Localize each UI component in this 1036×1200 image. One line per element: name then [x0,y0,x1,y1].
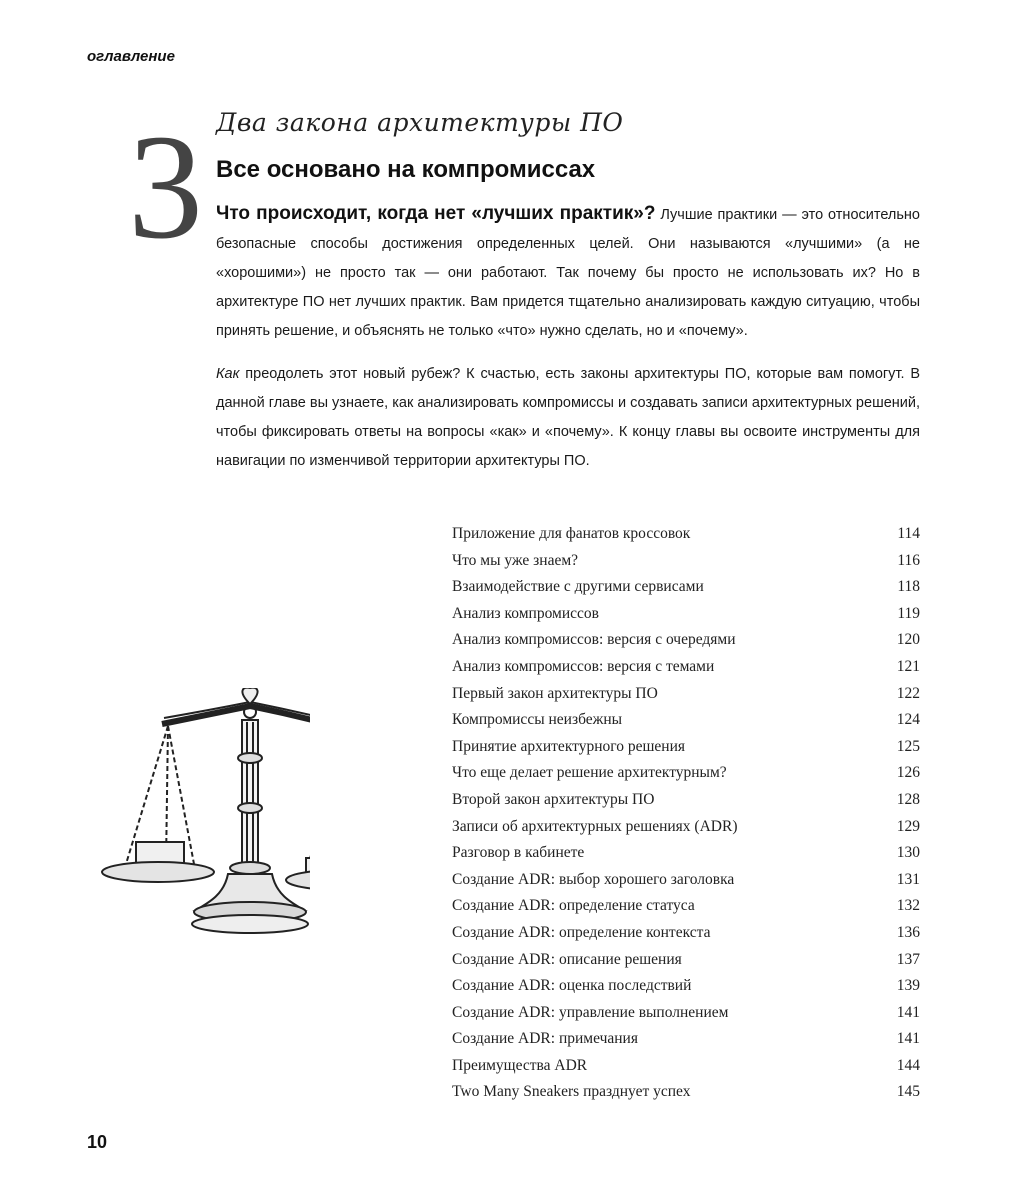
toc-entry-page: 145 [896,1083,920,1101]
page-number: 10 [87,1132,108,1152]
toc-entry-page: 120 [896,631,920,649]
toc-entry-page: 122 [896,684,920,702]
chapter-title: Все основано на компромиссах [216,156,596,183]
toc-entry-title: Создание ADR: определение статуса [452,897,695,915]
chapter-subtitle: Два закона архитектуры ПО [216,108,624,137]
toc-entry[interactable] [452,734,920,761]
toc-entry-title: Создание ADR: оценка последствий [452,977,692,995]
toc-entry-title: Что еще делает решение архитектурным? [452,764,727,782]
toc-entry[interactable] [452,920,920,947]
toc-entry-page: 136 [896,923,920,941]
toc-entry-title: Two Many Sneakers празднует успех [452,1083,691,1101]
toc-entry-page: 119 [897,604,920,622]
toc-entry-page: 132 [896,897,920,915]
toc-entry[interactable] [452,1026,920,1053]
toc-entry[interactable] [452,1000,920,1027]
lead-question: Что происходит, когда нет «лучших практик»? [216,203,656,224]
toc-entry[interactable] [452,1079,920,1106]
toc-entry[interactable] [452,947,920,974]
toc-entry-title: Создание ADR: управление выполнением [452,1003,729,1021]
toc-entry[interactable] [452,867,920,894]
table-of-contents [452,521,920,1106]
toc-entry[interactable] [452,681,920,708]
chapter-intro [216,199,920,476]
intro-paragraph-2 [216,360,920,476]
toc-entry-title: Взаимодействие с другими сервисами [452,578,704,596]
toc-entry-page: 144 [896,1056,920,1074]
toc-entry-title: Анализ компромиссов [452,604,599,622]
toc-entry-page: 137 [896,950,920,968]
toc-entry-title: Создание ADR: определение контекста [452,923,711,941]
toc-entry[interactable] [452,521,920,548]
intro-paragraph-2-text: преодолеть этот новый рубеж? К счастью, есть законы архитектуры ПО, которые вам помогут. В данной главе вы узнаете, как анализировать компромиссы и создавать записи архитектурных решений, чтобы фиксировать ответы на вопросы «как» и «почему». К концу главы вы освоите инструменты для навигации по изменчивой территории архитектуры ПО. [216,366,920,469]
toc-entry[interactable] [452,973,920,1000]
toc-entry[interactable] [452,574,920,601]
toc-entry[interactable] [452,893,920,920]
toc-entry[interactable] [452,627,920,654]
balance-scale-illustration [100,688,310,948]
toc-entry-page: 130 [896,844,920,862]
toc-entry[interactable] [452,760,920,787]
toc-entry-page: 139 [896,977,920,995]
intro-paragraph-1 [216,199,920,346]
toc-entry-title: Второй закон архитектуры ПО [452,790,655,808]
running-head: оглавление [87,48,175,65]
chapter-number: 3 [128,104,203,270]
toc-entry-page: 124 [896,711,920,729]
toc-entry-page: 114 [897,525,920,542]
toc-entry[interactable] [452,548,920,575]
intro-paragraph-1-text: Лучшие практики — это относительно безопасные способы достижения определенных целей. Они называются «лучшими» (а не «хорошими») не просто так — они работают. Так почему бы просто не использовать их? Но в архитектуре ПО нет лучших практик. Вам придется тщательно анализировать каждую ситуацию, чтобы принять решение, и объяснять не только «что» нужно сделать, но и «почему». [216,207,920,339]
toc-entry[interactable] [452,707,920,734]
toc-entry-title: Записи об архитектурных решениях (ADR) [452,817,738,835]
toc-entry[interactable] [452,601,920,628]
toc-entry-page: 121 [896,657,920,675]
toc-entry-title: Приложение для фанатов кроссовок [452,525,691,542]
toc-entry-title: Первый закон архитектуры ПО [452,684,658,702]
toc-entry[interactable] [452,814,920,841]
toc-entry[interactable] [452,840,920,867]
toc-entry[interactable] [452,654,920,681]
toc-entry-page: 128 [896,790,920,808]
toc-entry-page: 141 [896,1003,920,1021]
toc-entry-title: Разговор в кабинете [452,844,585,862]
toc-entry-title: Принятие архитектурного решения [452,737,686,755]
toc-entry-page: 141 [896,1030,920,1048]
toc-entry-title: Анализ компромиссов: версия с темами [452,657,715,675]
toc-entry-page: 129 [896,817,920,835]
toc-entry-page: 118 [897,578,920,596]
toc-entry[interactable] [452,787,920,814]
toc-entry[interactable] [452,1053,920,1080]
toc-entry-title: Создание ADR: примечания [452,1030,638,1048]
toc-entry-title: Компромиссы неизбежны [452,711,623,729]
toc-entry-page: 126 [896,764,920,782]
toc-entry-title: Анализ компромиссов: версия с очередями [452,631,736,649]
toc-entry-title: Создание ADR: описание решения [452,950,682,968]
toc-entry-title: Преимущества ADR [452,1056,588,1074]
toc-entry-page: 125 [896,737,920,755]
toc-entry-page: 116 [897,551,920,569]
intro-italic-word: Как [216,366,240,382]
toc-entry-title: Что мы уже знаем? [452,551,579,569]
toc-entry-title: Создание ADR: выбор хорошего заголовка [452,870,735,888]
toc-entry-page: 131 [896,870,920,888]
